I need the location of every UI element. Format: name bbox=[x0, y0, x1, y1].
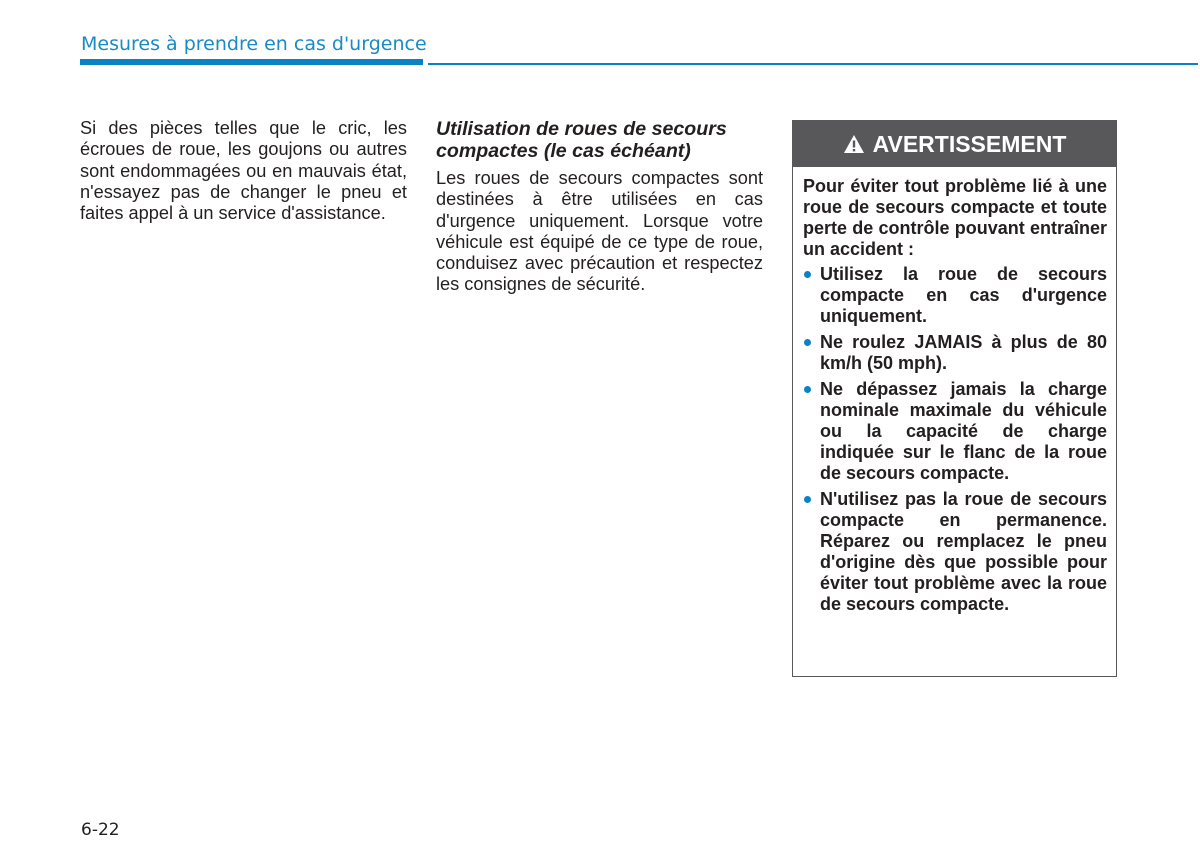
bullet-icon bbox=[804, 271, 811, 278]
bullet-icon bbox=[804, 386, 811, 393]
warning-intro: Pour éviter tout problème lié à une roue de secours compacte et toute perte de contrôle pouvant entraîner un accident : bbox=[803, 176, 1107, 259]
warning-item-text: Ne roulez JAMAIS à plus de 80 km/h (50 mph). bbox=[820, 332, 1107, 373]
warning-triangle-icon bbox=[843, 134, 865, 154]
warning-item bbox=[803, 264, 1107, 327]
warning-item-text: Ne dépassez jamais la charge nominale maximale du véhicule ou la capacité de charge indiquée sur le flanc de la roue de secours compacte. bbox=[820, 379, 1107, 483]
page-number: 6-22 bbox=[81, 820, 120, 840]
header-rule-thin bbox=[428, 63, 1198, 65]
warning-body bbox=[793, 167, 1116, 615]
bullet-icon bbox=[804, 496, 811, 503]
warning-title: AVERTISSEMENT bbox=[872, 130, 1067, 157]
left-column-paragraph: Si des pièces telles que le cric, les écroues de roue, les goujons ou autres sont endommagées ou en mauvais état, n'essayez pas de changer le pneu et faites appel à un service d'assistance. bbox=[80, 118, 407, 224]
warning-item-text: Utilisez la roue de secours compacte en cas d'urgence uniquement. bbox=[820, 264, 1107, 326]
warning-item bbox=[803, 489, 1107, 615]
warning-item bbox=[803, 332, 1107, 374]
warning-list bbox=[803, 264, 1107, 615]
section-title: Mesures à prendre en cas d'urgence bbox=[81, 33, 427, 55]
middle-column bbox=[436, 118, 763, 296]
compact-spare-paragraph: Les roues de secours compactes sont destinées à être utilisées en cas d'urgence uniquement. Lorsque votre véhicule est équipé de ce type de roue, conduisez avec précaution et respectez les consignes de sécurité. bbox=[436, 168, 763, 295]
bullet-icon bbox=[804, 339, 811, 346]
compact-spare-heading: Utilisation de roues de secours compactes (le cas échéant) bbox=[436, 118, 727, 162]
warning-item-text: N'utilisez pas la roue de secours compacte en permanence. Réparez ou remplacez le pneu d'origine dès que possible pour éviter tout problème avec la roue de secours compacte. bbox=[820, 489, 1107, 614]
header-rule-thick bbox=[80, 59, 423, 65]
warning-item bbox=[803, 379, 1107, 484]
warning-box bbox=[792, 120, 1117, 677]
warning-header bbox=[793, 121, 1116, 167]
